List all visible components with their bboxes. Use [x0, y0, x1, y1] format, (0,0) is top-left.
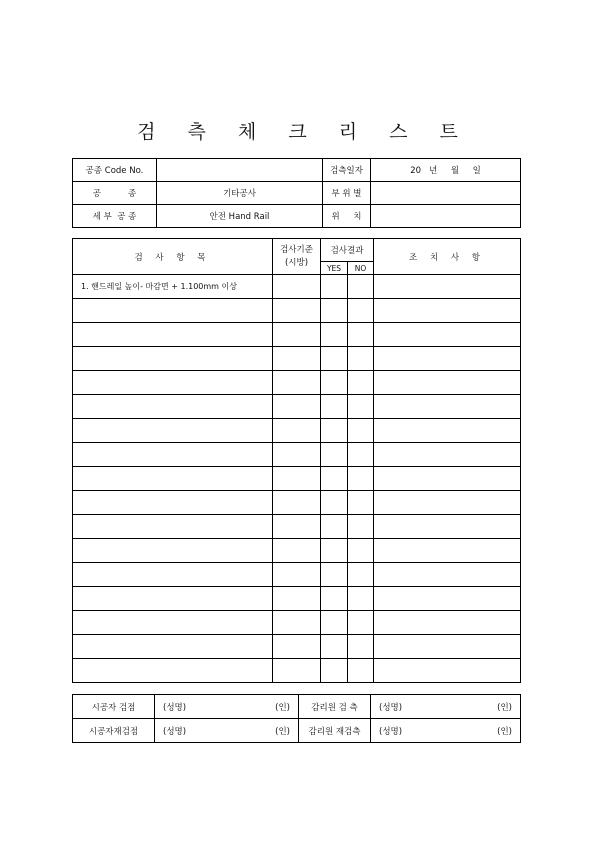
checklist-row: [73, 395, 521, 419]
action-cell[interactable]: [374, 467, 521, 491]
standard-cell[interactable]: [273, 467, 321, 491]
standard-cell[interactable]: [273, 419, 321, 443]
no-cell[interactable]: [348, 443, 374, 467]
seal-hint: (인): [275, 702, 290, 713]
yes-cell[interactable]: [321, 491, 348, 515]
checklist-row: [73, 371, 521, 395]
standard-cell[interactable]: [273, 659, 321, 683]
checklist-row: [73, 539, 521, 563]
yes-cell[interactable]: [321, 299, 348, 323]
item-cell[interactable]: [73, 611, 273, 635]
yes-cell[interactable]: [321, 323, 348, 347]
yes-cell[interactable]: [321, 515, 348, 539]
row1-left-label: 시공자 검점: [73, 695, 155, 719]
item-cell[interactable]: [73, 299, 273, 323]
code-label: 공종 Code No.: [73, 159, 157, 182]
no-cell[interactable]: [348, 395, 374, 419]
action-cell[interactable]: [374, 275, 521, 299]
checklist-row: [73, 275, 521, 299]
no-cell[interactable]: [348, 563, 374, 587]
row2-left-label: 시공자재검점: [73, 719, 155, 743]
checklist-row: [73, 467, 521, 491]
standard-cell[interactable]: [273, 611, 321, 635]
action-cell[interactable]: [374, 395, 521, 419]
no-cell[interactable]: [348, 659, 374, 683]
code-value[interactable]: [157, 159, 323, 182]
standard-cell[interactable]: [273, 347, 321, 371]
item-cell[interactable]: [73, 563, 273, 587]
item-cell[interactable]: [73, 419, 273, 443]
checklist-row: [73, 611, 521, 635]
header-info-table: [72, 158, 521, 228]
checklist-row: [73, 515, 521, 539]
standard-cell[interactable]: [273, 587, 321, 611]
row1-left-sign[interactable]: [155, 695, 299, 719]
yes-cell[interactable]: [321, 419, 348, 443]
action-cell[interactable]: [374, 323, 521, 347]
no-cell[interactable]: [348, 467, 374, 491]
subwork-value[interactable]: 안전 Hand Rail: [157, 205, 323, 228]
row2-right-label: 감리원 재검측: [299, 719, 371, 743]
col-action-header: 조 치 사 항: [374, 239, 521, 275]
no-cell[interactable]: [348, 275, 374, 299]
item-cell[interactable]: [73, 371, 273, 395]
location-label: 위 치: [323, 205, 371, 228]
standard-cell[interactable]: [273, 323, 321, 347]
yes-cell[interactable]: [321, 467, 348, 491]
standard-cell[interactable]: [273, 539, 321, 563]
no-cell[interactable]: [348, 611, 374, 635]
checklist-row: [73, 635, 521, 659]
yes-cell[interactable]: [321, 371, 348, 395]
no-cell[interactable]: [348, 539, 374, 563]
action-cell[interactable]: [374, 419, 521, 443]
action-cell[interactable]: [374, 515, 521, 539]
action-cell[interactable]: [374, 659, 521, 683]
standard-cell[interactable]: [273, 491, 321, 515]
col-item-header: 검 사 항 목: [73, 239, 273, 275]
action-cell[interactable]: [374, 443, 521, 467]
item-cell[interactable]: [73, 515, 273, 539]
part-label: 부 위 별: [323, 182, 371, 205]
signature-table: [72, 694, 521, 743]
item-cell[interactable]: [73, 635, 273, 659]
yes-cell[interactable]: [321, 587, 348, 611]
checklist-row: [73, 323, 521, 347]
name-hint: (성명): [163, 702, 187, 713]
item-cell[interactable]: [73, 395, 273, 419]
row1-right-sign[interactable]: [371, 695, 521, 719]
no-cell[interactable]: [348, 323, 374, 347]
row2-left-sign[interactable]: [155, 719, 299, 743]
no-cell[interactable]: [348, 371, 374, 395]
item-cell[interactable]: [73, 467, 273, 491]
action-cell[interactable]: [374, 347, 521, 371]
part-value[interactable]: [371, 182, 521, 205]
col-result-header: 검사결과: [321, 239, 374, 262]
yes-cell[interactable]: [321, 659, 348, 683]
item-cell[interactable]: [73, 587, 273, 611]
yes-cell[interactable]: [321, 443, 348, 467]
standard-cell[interactable]: [273, 515, 321, 539]
action-cell[interactable]: [374, 299, 521, 323]
name-hint: (성명): [379, 726, 403, 737]
item-cell[interactable]: [73, 659, 273, 683]
item-cell[interactable]: [73, 491, 273, 515]
no-cell[interactable]: [348, 419, 374, 443]
no-cell[interactable]: [348, 299, 374, 323]
checklist-row: [73, 659, 521, 683]
item-cell[interactable]: 1. 핸드레일 높이- 마감면 + 1.100mm 이상: [73, 275, 273, 299]
item-cell[interactable]: [73, 539, 273, 563]
standard-cell[interactable]: [273, 299, 321, 323]
row2-right-sign[interactable]: [371, 719, 521, 743]
no-cell[interactable]: [348, 635, 374, 659]
yes-cell[interactable]: [321, 275, 348, 299]
checklist-row: [73, 443, 521, 467]
col-yes-header: YES: [321, 262, 348, 275]
action-cell[interactable]: [374, 539, 521, 563]
standard-cell[interactable]: [273, 443, 321, 467]
date-value[interactable]: 20 년 월 일: [371, 159, 521, 182]
no-cell[interactable]: [348, 491, 374, 515]
yes-cell[interactable]: [321, 611, 348, 635]
action-cell[interactable]: [374, 635, 521, 659]
standard-cell[interactable]: [273, 635, 321, 659]
yes-cell[interactable]: [321, 635, 348, 659]
checklist-row: [73, 587, 521, 611]
action-cell[interactable]: [374, 563, 521, 587]
col-standard-header: 검사기준 (시방): [273, 239, 321, 275]
page-title: 검 측 체 크 리 스 트: [137, 121, 471, 143]
checklist-row: [73, 563, 521, 587]
item-cell[interactable]: [73, 347, 273, 371]
yes-cell[interactable]: [321, 347, 348, 371]
checklist-row: [73, 419, 521, 443]
action-cell[interactable]: [374, 371, 521, 395]
row1-right-label: 감리원 검 측: [299, 695, 371, 719]
checklist-row: [73, 491, 521, 515]
no-cell[interactable]: [348, 515, 374, 539]
checklist-table: [72, 238, 521, 683]
item-cell[interactable]: [73, 443, 273, 467]
col-no-header: NO: [348, 262, 374, 275]
yes-cell[interactable]: [321, 539, 348, 563]
seal-hint: (인): [275, 726, 290, 737]
no-cell[interactable]: [348, 347, 374, 371]
standard-cell[interactable]: [273, 275, 321, 299]
item-cell[interactable]: [73, 323, 273, 347]
checklist-row: [73, 347, 521, 371]
action-cell[interactable]: [374, 491, 521, 515]
no-cell[interactable]: [348, 587, 374, 611]
checklist-row: [73, 299, 521, 323]
yes-cell[interactable]: [321, 563, 348, 587]
action-cell[interactable]: [374, 611, 521, 635]
seal-hint: (인): [497, 702, 512, 713]
seal-hint: (인): [497, 726, 512, 737]
date-label: 검측일자: [323, 159, 371, 182]
action-cell[interactable]: [374, 587, 521, 611]
name-hint: (성명): [379, 702, 403, 713]
location-value[interactable]: [371, 205, 521, 228]
name-hint: (성명): [163, 726, 187, 737]
work-value[interactable]: 기타공사: [157, 182, 323, 205]
subwork-label: 세 부 공 종: [73, 205, 157, 228]
standard-cell[interactable]: [273, 395, 321, 419]
yes-cell[interactable]: [321, 395, 348, 419]
standard-cell[interactable]: [273, 371, 321, 395]
standard-cell[interactable]: [273, 563, 321, 587]
work-label: 공 종: [73, 182, 157, 205]
